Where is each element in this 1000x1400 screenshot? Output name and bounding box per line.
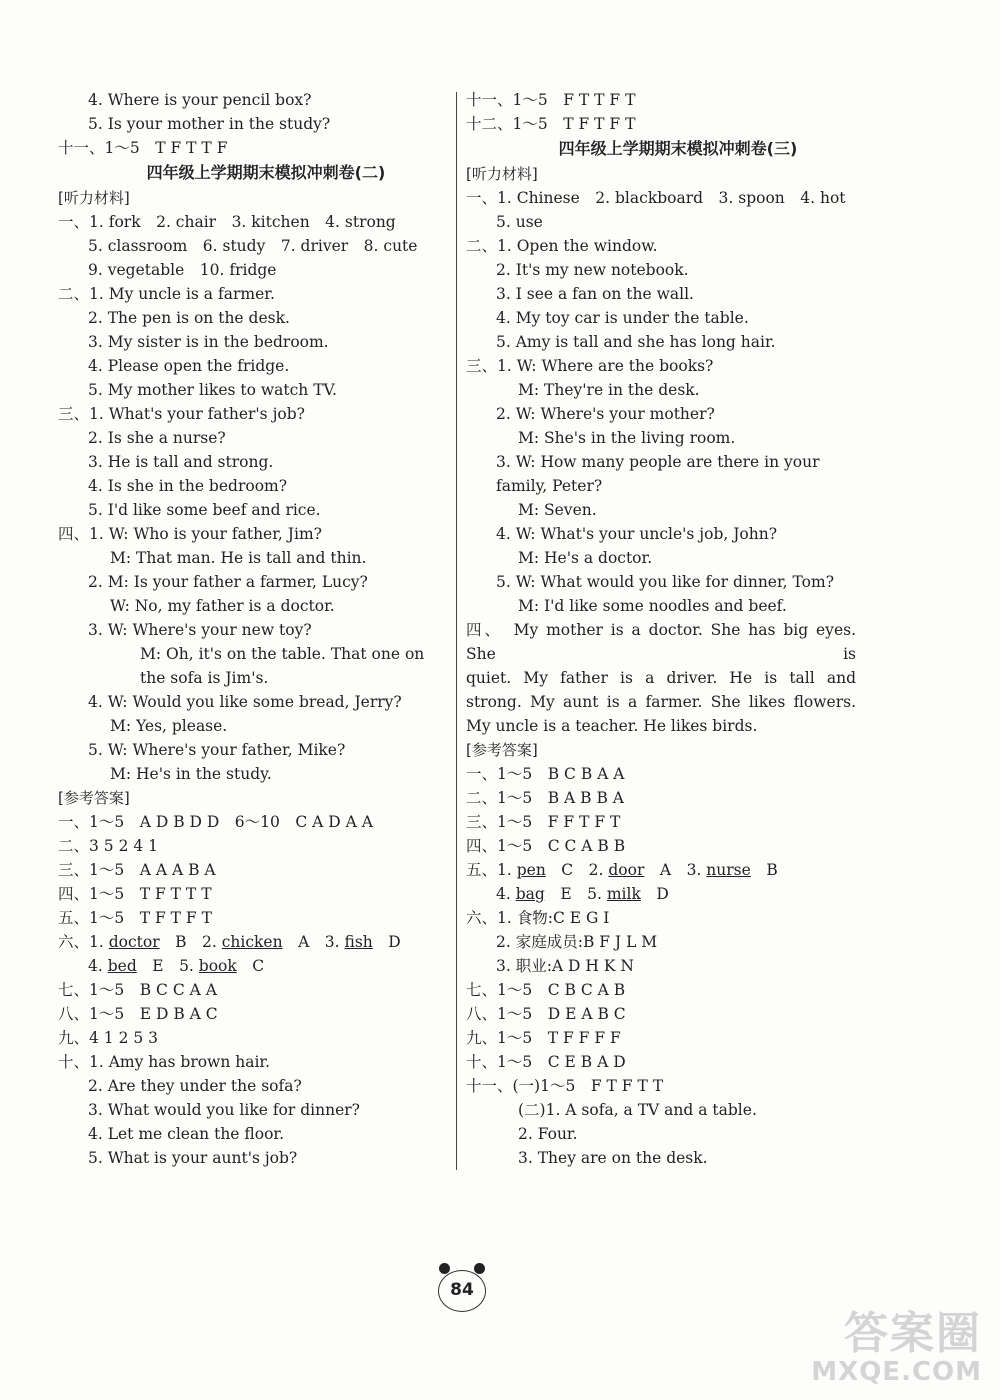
answer-line: 3. 职业:A D H K N bbox=[496, 957, 634, 975]
answer-line: 3. They are on the desk. bbox=[518, 1149, 708, 1167]
dialogue-line: 3. W: Where's your new toy? bbox=[88, 621, 312, 639]
underlined-word: nurse bbox=[706, 861, 751, 879]
dialogue-line: M: She's in the living room. bbox=[518, 429, 736, 447]
answer-text: A 3. bbox=[282, 933, 345, 951]
answer-line bbox=[466, 858, 866, 882]
answer-text: C bbox=[236, 957, 265, 975]
passage-line: quiet. My father is a driver. He is tall and bbox=[466, 669, 856, 687]
underlined-word: book bbox=[198, 957, 237, 975]
text-line: 2. The pen is on the desk. bbox=[88, 309, 290, 327]
text-line: 3. My sister is in the bedroom. bbox=[88, 333, 329, 351]
right-column bbox=[466, 88, 866, 1170]
text-line: 5. Amy is tall and she has long hair. bbox=[496, 333, 776, 351]
underlined-word: milk bbox=[606, 885, 641, 903]
dialogue-line: M: I'd like some noodles and beef. bbox=[518, 597, 787, 615]
text-line: 4. Where is your pencil box? bbox=[88, 91, 312, 109]
text-line: 3. He is tall and strong. bbox=[88, 453, 274, 471]
text-line: 一、1. fork 2. chair 3. kitchen 4. strong bbox=[58, 213, 396, 231]
section-label: [参考答案] bbox=[58, 789, 130, 807]
answer-line bbox=[466, 882, 866, 906]
answer-line bbox=[58, 954, 450, 978]
answer-line: 二、1～5 B A B B A bbox=[466, 789, 624, 807]
answer-line: 三、1～5 F F T F T bbox=[466, 813, 621, 831]
answer-line: 七、1～5 B C C A A bbox=[58, 981, 217, 999]
text-line: 5. I'd like some beef and rice. bbox=[88, 501, 321, 519]
section-label: [参考答案] bbox=[466, 741, 538, 759]
answer-line: 2. 家庭成员:B F J L M bbox=[496, 933, 658, 951]
section-label: [听力材料] bbox=[58, 189, 130, 207]
text-line: 3. What would you like for dinner? bbox=[88, 1101, 360, 1119]
dialogue-line: 3. W: How many people are there in your family, Peter? bbox=[496, 453, 820, 495]
text-line: 三、1. What's your father's job? bbox=[58, 405, 305, 423]
answer-line: (二)1. A sofa, a TV and a table. bbox=[518, 1101, 757, 1119]
dialogue-line: 三、1. W: Where are the books? bbox=[466, 357, 714, 375]
text-line: 4. My toy car is under the table. bbox=[496, 309, 749, 327]
answer-line: 四、1～5 T F T T T bbox=[58, 885, 212, 903]
answer-line: 八、1～5 D E A B C bbox=[466, 1005, 626, 1023]
passage-line: 四、 My mother is a doctor. She has big eyes. She is bbox=[466, 621, 856, 663]
answer-line: 八、1～5 E D B A C bbox=[58, 1005, 218, 1023]
underlined-word: chicken bbox=[221, 933, 283, 951]
dialogue-line: 4. W: What's your uncle's job, John? bbox=[496, 525, 778, 543]
text-line: 十、1. Amy has brown hair. bbox=[58, 1053, 271, 1071]
answer-text: 4. bbox=[496, 885, 516, 903]
answer-line: 十一、1～5 F T T F T bbox=[466, 91, 636, 109]
answer-line: 十二、1～5 T F T F T bbox=[466, 115, 636, 133]
dialogue-line: 2. W: Where's your mother? bbox=[496, 405, 715, 423]
left-column bbox=[58, 88, 450, 1170]
underlined-word: bed bbox=[107, 957, 137, 975]
dialogue-line: M: Seven. bbox=[518, 501, 597, 519]
dialogue-line: 四、1. W: Who is your father, Jim? bbox=[58, 525, 322, 543]
dialogue-line: 5. W: What would you like for dinner, Tom? bbox=[496, 573, 835, 591]
answer-line: 九、1～5 T F F F F bbox=[466, 1029, 621, 1047]
answer-line: 七、1～5 C B C A B bbox=[466, 981, 626, 999]
text-line: 2. It's my new notebook. bbox=[496, 261, 689, 279]
underlined-word: fish bbox=[344, 933, 373, 951]
text-line: 2. Is she a nurse? bbox=[88, 429, 226, 447]
dialogue-line: M: That man. He is tall and thin. bbox=[110, 549, 367, 567]
answer-line: 六、1. 食物:C E G I bbox=[466, 909, 610, 927]
passage-line: My uncle is a teacher. He likes birds. bbox=[466, 717, 758, 735]
answer-text: E 5. bbox=[544, 885, 607, 903]
answer-text: 4. bbox=[88, 957, 108, 975]
dialogue-line: 4. W: Would you like some bread, Jerry? bbox=[88, 693, 402, 711]
text-line: 4. Is she in the bedroom? bbox=[88, 477, 288, 495]
text-line: 5. My mother likes to watch TV. bbox=[88, 381, 337, 399]
answer-text: E 5. bbox=[136, 957, 199, 975]
section-label: [听力材料] bbox=[466, 165, 538, 183]
answer-text: B bbox=[750, 861, 778, 879]
answer-text: B 2. bbox=[159, 933, 222, 951]
answer-line: 四、1～5 C C A B B bbox=[466, 837, 626, 855]
column-divider bbox=[456, 92, 457, 1170]
dialogue-line: 5. W: Where's your father, Mike? bbox=[88, 741, 346, 759]
answer-line: 二、3 5 2 4 1 bbox=[58, 837, 159, 855]
answer-line: 三、1～5 A A A B A bbox=[58, 861, 216, 879]
text-line: 3. I see a fan on the wall. bbox=[496, 285, 694, 303]
answer-text: C 2. bbox=[545, 861, 609, 879]
answer-text: 六、1. bbox=[58, 933, 109, 951]
answer-line: 十一、(一)1～5 F T F T T bbox=[466, 1077, 664, 1095]
dialogue-line: M: He's a doctor. bbox=[518, 549, 653, 567]
answer-line: 2. Four. bbox=[518, 1125, 578, 1143]
answer-text: D bbox=[372, 933, 401, 951]
answer-text: D bbox=[640, 885, 669, 903]
section-title: 四年级上学期期末模拟冲刺卷(二) bbox=[146, 163, 386, 182]
answer-line: 一、1～5 B C B A A bbox=[466, 765, 625, 783]
dialogue-line: M: He's in the study. bbox=[110, 765, 272, 783]
dialogue-line: M: Oh, it's on the table. That one on the sofa is Jim's. bbox=[140, 645, 425, 687]
section-title: 四年级上学期期末模拟冲刺卷(三) bbox=[558, 139, 798, 158]
watermark bbox=[811, 1310, 982, 1386]
text-line: 9. vegetable 10. fridge bbox=[88, 261, 277, 279]
underlined-word: pen bbox=[516, 861, 546, 879]
text-line: 二、1. Open the window. bbox=[466, 237, 658, 255]
answer-line: 五、1～5 T F T F T bbox=[58, 909, 212, 927]
answer-line: 九、4 1 2 5 3 bbox=[58, 1029, 159, 1047]
text-line: 5. What is your aunt's job? bbox=[88, 1149, 298, 1167]
dialogue-line: M: Yes, please. bbox=[110, 717, 228, 735]
underlined-word: door bbox=[608, 861, 645, 879]
passage-line: strong. My aunt is a farmer. She likes flowers. bbox=[466, 693, 856, 711]
answer-text: A 3. bbox=[644, 861, 707, 879]
watermark-logo: 答案圈 bbox=[844, 1308, 982, 1359]
answer-line bbox=[58, 930, 450, 954]
text-line: 5. use bbox=[496, 213, 543, 231]
dialogue-line: 2. M: Is your father a farmer, Lucy? bbox=[88, 573, 368, 591]
page-number-badge bbox=[430, 1262, 494, 1314]
underlined-word: doctor bbox=[108, 933, 160, 951]
page-number: 84 bbox=[450, 1280, 474, 1300]
clock-bell-icon bbox=[474, 1263, 485, 1274]
answer-line: 十、1～5 C E B A D bbox=[466, 1053, 626, 1071]
text-line: 4. Let me clean the floor. bbox=[88, 1125, 285, 1143]
text-line: 5. classroom 6. study 7. driver 8. cute bbox=[88, 237, 418, 255]
text-line: 2. Are they under the sofa? bbox=[88, 1077, 302, 1095]
answer-text: 五、1. bbox=[466, 861, 517, 879]
text-line: 二、1. My uncle is a farmer. bbox=[58, 285, 275, 303]
dialogue-line: W: No, my father is a doctor. bbox=[110, 597, 335, 615]
answer-line: 一、1～5 A D B D D 6～10 C A D A A bbox=[58, 813, 373, 831]
text-line: 4. Please open the fridge. bbox=[88, 357, 290, 375]
text-line: 一、1. Chinese 2. blackboard 3. spoon 4. hot bbox=[466, 189, 846, 207]
underlined-word: bag bbox=[515, 885, 545, 903]
text-line: 5. Is your mother in the study? bbox=[88, 115, 331, 133]
answer-line: 十一、1～5 T F T T F bbox=[58, 139, 228, 157]
watermark-url: MXQE.COM bbox=[811, 1357, 982, 1387]
dialogue-line: M: They're in the desk. bbox=[518, 381, 700, 399]
